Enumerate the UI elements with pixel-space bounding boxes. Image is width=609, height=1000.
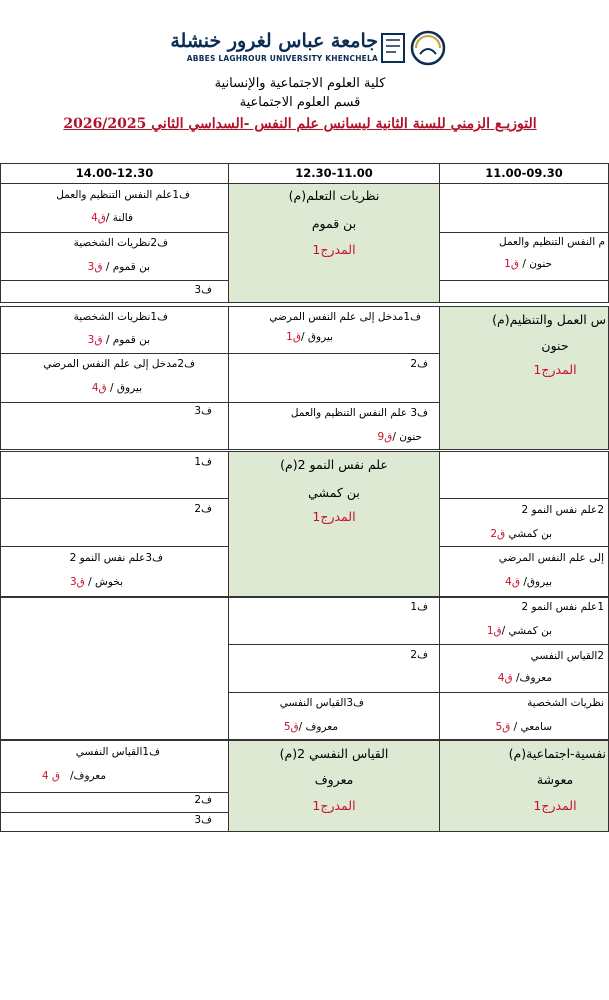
course-name: ف3 علم النفس التنظيم والعمل	[290, 407, 428, 419]
course-name: م النفس التنظيم والعمل	[499, 236, 605, 248]
row3-col2-lecture-cell	[228, 451, 440, 597]
group-label: ف1	[194, 456, 212, 468]
group-label: ف1	[410, 601, 428, 613]
row2-col1-cell	[0, 306, 229, 450]
row4-col2-cell	[228, 597, 440, 740]
university-name-english: ABBES LAGHROUR UNIVERSITY KHENCHELA	[186, 54, 378, 63]
room-label: ق1	[486, 625, 502, 637]
course-name: نظريات الشخصية	[527, 697, 604, 709]
course-name: س العمل والتنظيم(م)	[492, 312, 606, 327]
course-name: ف1نظريات الشخصية	[73, 311, 168, 323]
group-label: ف2	[410, 358, 428, 370]
column-header-1230-1100: 12.30-11.00	[228, 163, 440, 184]
professor-name: بخوش / ق3	[69, 576, 123, 588]
room-label: المدرج1	[312, 798, 356, 813]
column-header-14-1230: 14.00-12.30	[0, 163, 229, 184]
professor-name: حنون	[541, 338, 569, 353]
room-label: ق5	[283, 721, 299, 733]
professor-name: بن قموم / ق3	[87, 334, 150, 346]
group-label: ف3	[194, 814, 212, 826]
professor-name: معروف	[314, 772, 354, 787]
professor-name: بن قموم / ق3	[87, 261, 150, 273]
row4-col3-cell	[439, 597, 609, 740]
course-name: ف2نظريات الشخصية	[73, 237, 168, 249]
room-label: ق1	[504, 258, 519, 270]
professor-name: معروف/ ق 4	[41, 770, 106, 782]
room-label: ق4	[505, 576, 521, 588]
room-label: ق9	[377, 431, 393, 443]
room-label: ق 4	[41, 770, 60, 782]
professor-name: فالنة /ق4	[91, 212, 133, 224]
group-label: ف2	[194, 503, 212, 515]
column-header-1100-0930: 11.00-09.30	[439, 163, 609, 184]
schedule-title: التوزيـع الزمني للسنة الثانية ليسانس علم النفس -السداسي الثاني 2026/2025	[63, 116, 537, 132]
professor-name: بن قموم	[311, 216, 357, 231]
group-label: ف3	[194, 284, 212, 296]
course-name: القياس النفسي 2(م)	[279, 746, 389, 761]
row2-col2-cell	[228, 306, 440, 450]
row4-col1-cell-empty	[0, 597, 229, 740]
course-name: ف1مدخل إلى علم النفس المرضي	[269, 311, 421, 323]
professor-name: بن كمشي /ق1	[486, 625, 552, 637]
room-label: ق1	[286, 331, 302, 343]
course-name: ف1القياس النفسي	[75, 746, 160, 758]
course-name: نفسية-اجتماعية(م)	[508, 746, 606, 761]
course-name: ف2مدخل إلى علم النفس المرضي	[43, 358, 195, 370]
course-name: 1علم نفس النمو 2	[521, 601, 604, 613]
row2-col3-lecture-cell	[439, 306, 609, 450]
room-label: ق4	[91, 382, 107, 394]
course-name: 2علم نفس النمو 2	[521, 504, 604, 516]
professor-name: معروف /ق5	[283, 721, 338, 733]
course-name: 2القياس النفسي	[530, 650, 604, 662]
course-name: إلى علم النفس المرضي	[498, 552, 604, 564]
room-label: ق3	[69, 576, 85, 588]
group-label: ف2	[410, 649, 428, 661]
university-emblem-icon	[380, 28, 460, 68]
group-label: ف2	[194, 794, 212, 806]
course-name: ف3علم نفس النمو 2	[69, 552, 163, 564]
course-name: علم نفس النمو 2(م)	[280, 457, 388, 472]
room-label: المدرج1	[312, 509, 356, 524]
professor-name: معروف/ ق4	[497, 672, 552, 684]
professor-name: بن كمشي	[308, 485, 360, 500]
room-label: ق3	[87, 261, 103, 273]
room-label: المدرج1	[533, 362, 577, 377]
room-label: المدرج1	[312, 242, 356, 257]
faculty-name: كلية العلوم الاجتماعية والإنسانية	[214, 76, 386, 91]
group-label: ف3	[194, 405, 212, 417]
room-label: ق4	[497, 672, 513, 684]
professor-name: بيروق/ ق4	[505, 576, 552, 588]
professor-name: معوشة	[536, 772, 574, 787]
room-label: ق3	[87, 334, 103, 346]
professor-name: بيروق / ق4	[91, 382, 142, 394]
professor-name: بيروق /ق1	[286, 331, 333, 343]
room-label: المدرج1	[533, 798, 577, 813]
professor-name: حنون / ق1	[504, 258, 552, 270]
course-name: ف1علم النفس التنظيم والعمل	[56, 189, 190, 201]
department-name: قسم العلوم الاجتماعية	[239, 95, 361, 110]
course-name: ف3القياس النفسي	[279, 697, 364, 709]
university-name-arabic: جامعة عباس لغرور خنشلة	[170, 30, 378, 52]
professor-name: سامعي / ق5	[495, 721, 552, 733]
university-logo	[150, 28, 460, 70]
room-label: ق5	[495, 721, 511, 733]
room-label: ق4	[91, 212, 106, 224]
course-name: نظريات التعلم(م)	[288, 188, 380, 203]
professor-name: حنون /ق9	[377, 431, 422, 443]
room-label: ق2	[490, 528, 506, 540]
professor-name: بن كمشي ق2	[490, 528, 552, 540]
